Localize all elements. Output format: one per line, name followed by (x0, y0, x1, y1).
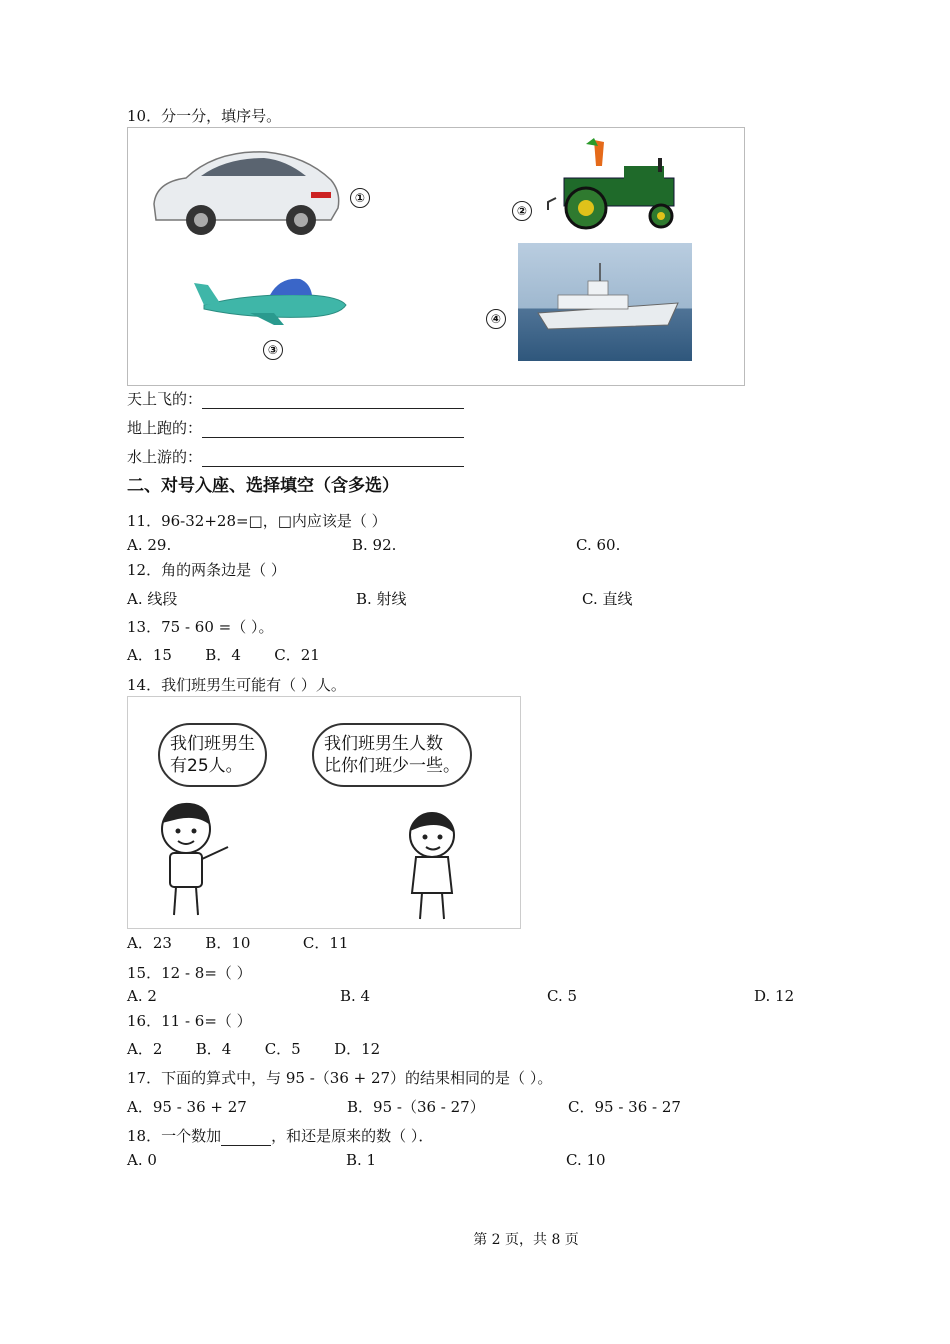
bubble-right (312, 723, 472, 787)
q18-option-a[interactable]: A. 0 (127, 1151, 157, 1169)
q11-option-c[interactable]: C. 60. (576, 536, 621, 554)
q13-text: 13．75 - 60 =（ ）。 (127, 618, 274, 636)
swim-blank[interactable] (202, 450, 464, 467)
section2-title: 二、对号入座、选择填空（含多选） (127, 476, 399, 496)
q17-option-b[interactable]: B．95 -（36 - 27） (347, 1098, 485, 1116)
q15-option-d[interactable]: D. 12 (754, 987, 795, 1005)
run-label: 地上跑的： (127, 419, 203, 437)
q11-option-a[interactable]: A. 29. (127, 536, 172, 554)
fly-label: 天上飞的： (127, 390, 203, 408)
q11-text: 11．96-32+28=□，□内应该是（ ） (127, 512, 387, 530)
q15-option-a[interactable]: A. 2 (127, 987, 157, 1005)
bubble-left (158, 723, 267, 787)
q18-text-after: ，和还是原来的数（ ）． (271, 1127, 434, 1145)
q10-figure (127, 127, 745, 386)
q14-text: 14．我们班男生可能有（ ）人。 (127, 676, 346, 694)
q15-text: 15．12 - 8=（ ） (127, 964, 252, 982)
fly-line (127, 389, 464, 409)
run-blank[interactable] (202, 421, 464, 438)
q13-options[interactable]: A．15 B．4 C．21 (127, 646, 320, 664)
q16-text: 16．11 - 6=（ ） (127, 1012, 252, 1030)
q15-option-c[interactable]: C. 5 (547, 987, 578, 1005)
label-3: ③ (263, 340, 283, 360)
girl-image (390, 805, 470, 925)
fly-blank[interactable] (202, 392, 464, 409)
q17-text: 17．下面的算式中，与 95 -（36 + 27）的结果相同的是（ ）。 (127, 1069, 553, 1087)
q12-option-b[interactable]: B. 射线 (356, 590, 407, 608)
q17-option-c[interactable]: C．95 - 36 - 27 (568, 1098, 681, 1116)
q18-option-c[interactable]: C. 10 (566, 1151, 606, 1169)
swim-label: 水上游的： (127, 448, 203, 466)
label-1: ① (350, 188, 370, 208)
bubble-left-line1: 我们班男生 (170, 734, 255, 754)
ship-image (518, 243, 692, 361)
label-4: ④ (486, 309, 506, 329)
q14-figure (127, 696, 521, 929)
page-footer: 第 2 页，共 8 页 (473, 1232, 579, 1248)
q12-option-a[interactable]: A. 线段 (127, 590, 178, 608)
bubble-left-line2: 有25人。 (170, 756, 243, 776)
q18-line (127, 1126, 433, 1146)
q15-option-b[interactable]: B. 4 (340, 987, 371, 1005)
run-line (127, 418, 464, 438)
car-image (146, 142, 346, 237)
q12-text: 12．角的两条边是（ ） (127, 561, 286, 579)
q11-option-b[interactable]: B. 92. (352, 536, 397, 554)
label-2: ② (512, 201, 532, 221)
q17-option-a[interactable]: A．95 - 36 + 27 (127, 1098, 247, 1116)
boy-image (148, 797, 238, 922)
bubble-right-line2: 比你们班少一些。 (324, 756, 460, 776)
bubble-right-line1: 我们班男生人数 (324, 734, 443, 754)
q16-options[interactable]: A．2 B．4 C．5 D．12 (127, 1040, 381, 1058)
q18-text-before: 18．一个数加 (127, 1127, 222, 1145)
q14-options[interactable]: A．23 B．10 C．11 (127, 934, 349, 952)
q18-blank[interactable] (221, 1129, 271, 1146)
swim-line (127, 447, 464, 467)
tractor-image (546, 138, 691, 233)
q10-title: 10．分一分，填序号。 (127, 107, 282, 125)
q18-option-b[interactable]: B. 1 (346, 1151, 377, 1169)
airplane-image (190, 273, 350, 328)
q12-option-c[interactable]: C. 直线 (582, 590, 633, 608)
